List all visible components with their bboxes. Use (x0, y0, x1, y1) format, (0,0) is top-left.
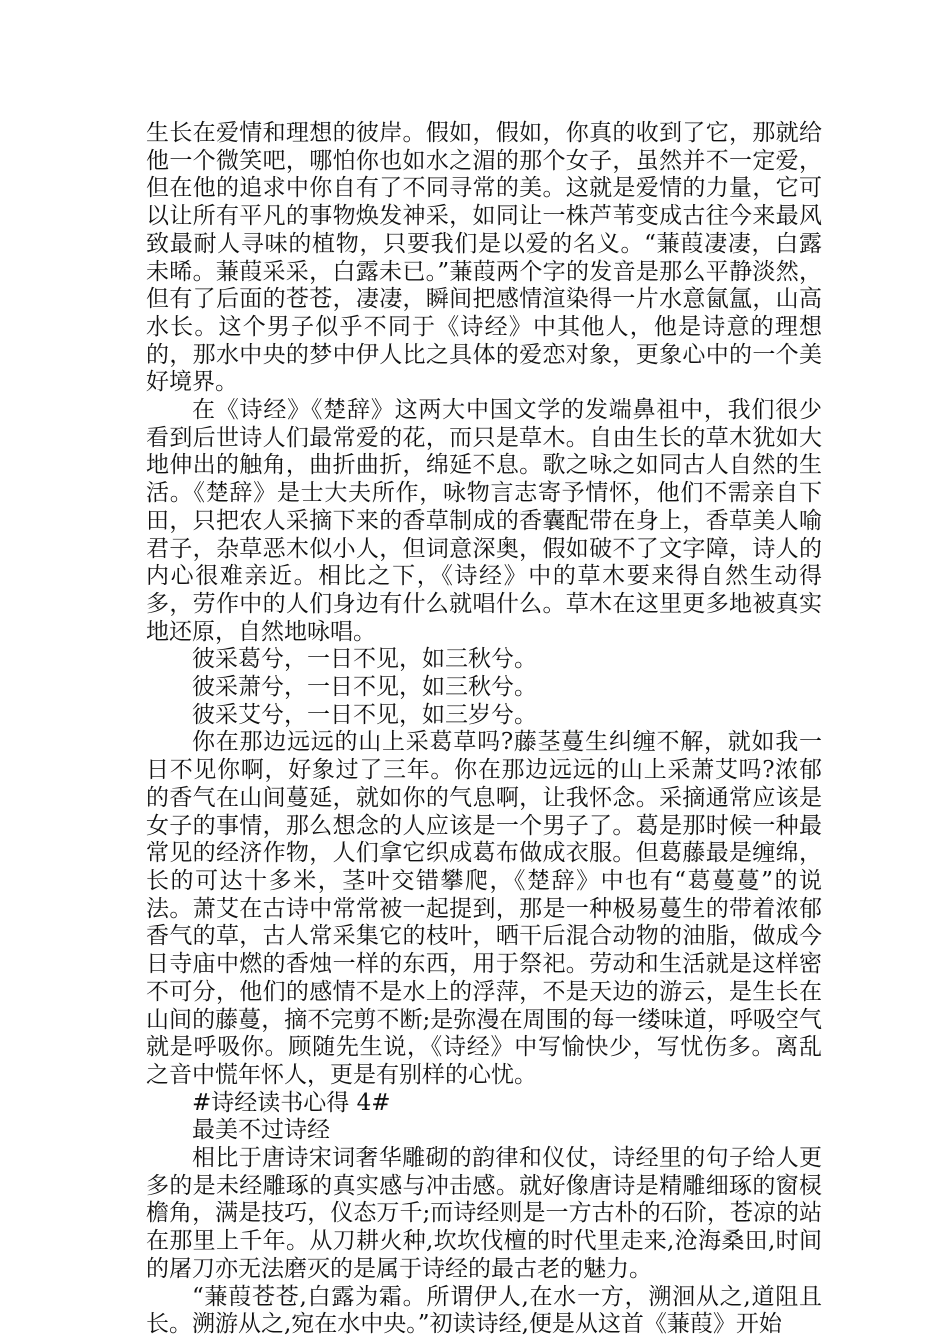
paragraph-1: 生长在爱情和理想的彼岸。假如，假如，你真的收到了它，那就给他一个微笑吧，哪怕你也如水之湄的那个女子，虽然并不一定爱，但在他的追求中你自有了不同寻常的美。这就是爱情的力量，它可以让所有平凡的事物焕发神采，如同让一株芦苇变成古往今来最风致最耐人寻味的植物，只要我们是以爱的名义。“蒹葭凄凄，白露未晞。蒹葭采采，白露未已。”蒹葭两个字的发音是那么平静淡然，但有了后面的苍苍，凄凄，瞬间把感情渲染得一片水意氤氲，山高水长。这个男子似乎不同于《诗经》中其他人，他是诗意的理想的，那水中央的梦中伊人比之具体的爱恋对象，更象心中的一个美好境界。 (146, 120, 822, 396)
poem-line-2: 彼采萧兮，一日不见，如三秋兮。 (192, 674, 537, 701)
paragraph-2: 在《诗经》《楚辞》这两大中国文学的发端鼻祖中，我们很少看到后世诗人们最常爱的花，而只是草木。自由生长的草木犹如大地伸出的触角，曲折曲折，绵延不息。歌之咏之如同古人自然的生活。《楚辞》是士大夫所作，咏物言志寄予情怀，他们不需亲自下田，只把农人采摘下来的香草制成的香囊配带在身上，香草美人喻君子，杂草恶木似小人，但词意深奥，假如破不了文字障，诗人的内心很难亲近。相比之下，《诗经》中的草木要来得自然生动得多，劳作中的人们身边有什么就唱什么。草木在这里更多地被真实地还原，自然地咏唱。 (146, 397, 822, 645)
body-text (146, 120, 822, 1339)
paragraph-4: 相比于唐诗宋词奢华雕砌的韵律和仪仗，诗经里的句子给人更多的是未经雕琢的真实感与冲击感。就好像唐诗是精雕细琢的窗棂檐角，满是技巧，仪态万千;而诗经则是一方古朴的石阶，苍凉的站在那里上千年。从刀耕火种,坎坎伐檀的时代里走来,沧海桑田,时间的屠刀亦无法磨灭的是属于诗经的最古老的魅力。 (146, 1145, 822, 1282)
section-subtitle: 最美不过诗经 (192, 1117, 330, 1144)
paragraph-3: 你在那边远远的山上采葛草吗?藤茎蔓生纠缠不解，就如我一日不见你啊，好象过了三年。你在那边远远的山上采萧艾吗?浓郁的香气在山间蔓延，就如你的气息啊，让我怀念。采摘通常应该是女子的事情，那么想念的人应该是一个男子了。葛是那时候一种最常见的经济作物，人们拿它织成葛布做成衣服。但葛藤最是缠绵，长的可达十多米，茎叶交错攀爬，《楚辞》中也有“葛蔓蔓”的说法。萧艾在古诗中常常被一起提到，那是一种极易蔓生的带着浓郁香气的草，古人常采集它的枝叶，晒干后混合动物的油脂，做成今日寺庙中燃的香烛一样的东西，用于祭祀。劳动和生活就是这样密不可分，他们的感情不是水上的浮萍，不是天边的游云，是生长在山间的藤蔓，摘不完剪不断;是弥漫在周围的每一缕味道，呼吸空气就是呼吸你。顾随先生说，《诗经》中写愉快少，写忧伤多。离乱之音中慌年怀人，更是有别样的心忧。 (146, 729, 822, 1088)
section-heading: #诗经读书心得 4# (192, 1089, 391, 1116)
poem-line-1: 彼采葛兮，一日不见，如三秋兮。 (192, 646, 537, 673)
paragraph-5: “蒹葭苍苍,白露为霜。所谓伊人,在水一方，溯洄从之,道阻且长。溯游从之,宛在水中央。”初读诗经,便是从这首《蒹葭》开始 (146, 1283, 822, 1338)
poem-line-3: 彼采艾兮，一日不见，如三岁兮。 (192, 701, 537, 728)
